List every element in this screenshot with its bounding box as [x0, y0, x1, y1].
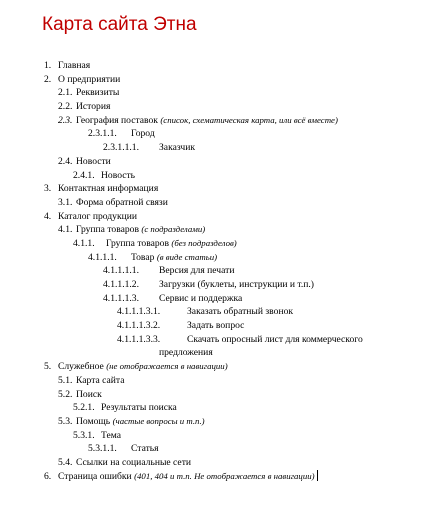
item-number: 4.1.1.	[73, 237, 95, 249]
list-item-continuation	[0, 346, 429, 360]
item-number: 4.1.1.1.2.	[103, 279, 139, 290]
item-label: Версия для печати	[159, 265, 235, 277]
list-item[interactable]	[0, 374, 429, 388]
item-label: Ссылки на социальные сети	[76, 456, 192, 468]
item-label: Скачать опросный лист для коммерческого	[187, 333, 363, 345]
list-item[interactable]	[0, 237, 429, 251]
item-label: Группа товаров	[106, 237, 169, 249]
list-item[interactable]	[0, 223, 429, 237]
item-label: Город	[131, 128, 155, 140]
item-number: 4.1.	[58, 224, 73, 236]
item-number: 2.1.	[58, 87, 73, 99]
item-number: 3.	[44, 183, 52, 195]
item-label: География поставок	[76, 114, 158, 126]
item-note: (без подразделов)	[171, 237, 237, 248]
item-label: Результаты поиска	[101, 402, 177, 414]
item-note: (список, схематическая карта, или всё вместе)	[160, 114, 338, 125]
list-item[interactable]	[0, 155, 429, 169]
item-label-group	[76, 415, 205, 429]
item-label: Помощь	[76, 415, 111, 427]
item-number: 5.3.	[58, 415, 73, 427]
item-label: Каталог продукции	[58, 210, 138, 222]
item-number: 5.1.	[58, 374, 73, 386]
list-item[interactable]	[0, 114, 429, 128]
item-number: 5.2.1.	[73, 402, 95, 414]
item-label-continued: предложения	[159, 347, 213, 359]
list-item[interactable]	[0, 333, 429, 347]
item-label: Группа товаров	[76, 224, 139, 236]
item-label: История	[76, 101, 111, 113]
item-label: Тема	[101, 429, 122, 441]
list-item[interactable]	[0, 182, 429, 196]
item-number: 4.1.1.1.3.	[103, 292, 139, 304]
list-item[interactable]	[0, 264, 429, 278]
item-label-group	[58, 360, 228, 374]
item-note: (401, 404 и т.п. Не отображается в навигации)	[134, 470, 315, 481]
item-number: 1.	[44, 60, 52, 71]
item-number: 2.2.	[58, 101, 73, 113]
item-label: Карта сайта	[76, 374, 125, 386]
item-label: Страница ошибки	[58, 470, 132, 482]
item-number: 5.3.1.1.	[88, 443, 117, 455]
item-note: (в виде статьи)	[156, 251, 218, 262]
item-number: 2.4.1.	[73, 169, 95, 181]
list-item[interactable]	[0, 196, 429, 210]
list-item[interactable]	[0, 305, 429, 319]
item-number: 4.	[44, 210, 52, 222]
list-item[interactable]	[0, 210, 429, 224]
list-item[interactable]	[0, 86, 429, 100]
list-item[interactable]	[0, 456, 429, 470]
item-label: Поиск	[76, 388, 102, 400]
item-label: О предприятии	[58, 73, 121, 85]
list-item[interactable]	[0, 470, 429, 484]
list-item[interactable]	[0, 292, 429, 306]
item-number: 6.	[44, 470, 52, 482]
item-label-group	[131, 251, 217, 265]
item-number: 2.3.	[58, 114, 73, 126]
item-number: 4.1.1.1.3.3.	[117, 333, 161, 345]
item-number: 4.1.1.1.3.2.	[117, 320, 161, 332]
item-number: 5.4.	[58, 456, 73, 468]
item-number: 4.1.1.1.	[88, 251, 117, 263]
item-label: Задать вопрос	[187, 320, 245, 332]
list-item[interactable]	[0, 169, 429, 183]
item-label: Новости	[76, 155, 111, 167]
item-note: (частые вопросы и т.п.)	[112, 415, 205, 426]
list-item[interactable]	[0, 401, 429, 415]
list-item[interactable]	[0, 251, 429, 265]
list-item[interactable]	[0, 415, 429, 429]
page-title: Карта сайта Этна	[42, 14, 197, 35]
item-number: 2.	[44, 73, 52, 85]
item-number: 4.1.1.1.1.	[103, 265, 139, 277]
item-number: 4.1.1.1.3.1.	[117, 306, 161, 318]
item-label: Новость	[101, 169, 136, 181]
list-item[interactable]	[0, 141, 429, 155]
item-note: (с подразделами)	[141, 224, 206, 235]
item-label: Контактная информация	[58, 183, 159, 195]
text-cursor	[317, 470, 318, 481]
list-item[interactable]	[0, 429, 429, 443]
item-number: 5.3.1.	[73, 429, 95, 441]
item-label-group	[58, 470, 318, 484]
item-number: 2.3.1.1.	[88, 128, 117, 140]
list-item[interactable]	[0, 59, 429, 73]
item-number: 5.	[44, 361, 52, 373]
sitemap-list	[0, 59, 429, 483]
list-item[interactable]	[0, 319, 429, 333]
list-item[interactable]	[0, 388, 429, 402]
item-number: 5.2.	[58, 388, 73, 400]
item-label: Заказать обратный звонок	[187, 306, 294, 318]
item-label-group	[106, 237, 237, 251]
item-label: Главная	[58, 60, 91, 71]
item-number: 2.4.	[58, 155, 73, 167]
item-label: Заказчик	[159, 142, 196, 154]
item-label: Реквизиты	[76, 87, 120, 99]
item-label: Форма обратной связи	[76, 196, 168, 208]
item-label: Статья	[131, 443, 159, 455]
item-number: 3.1.	[58, 196, 73, 208]
item-label: Загрузки (буклеты, инструкции и т.п.)	[159, 279, 314, 290]
item-label-group	[76, 114, 338, 128]
item-note: (не отображается в навигации)	[106, 361, 228, 372]
item-label: Служебное	[58, 361, 104, 373]
item-label: Товар	[131, 251, 155, 263]
item-label: Сервис и поддержка	[159, 292, 243, 304]
list-item[interactable]	[0, 442, 429, 456]
list-item[interactable]	[0, 73, 429, 87]
list-item[interactable]	[0, 360, 429, 374]
list-item[interactable]	[0, 278, 429, 292]
item-number: 2.3.1.1.1.	[103, 142, 139, 154]
list-item[interactable]	[0, 100, 429, 114]
list-item[interactable]	[0, 127, 429, 141]
item-label-group	[76, 223, 205, 237]
